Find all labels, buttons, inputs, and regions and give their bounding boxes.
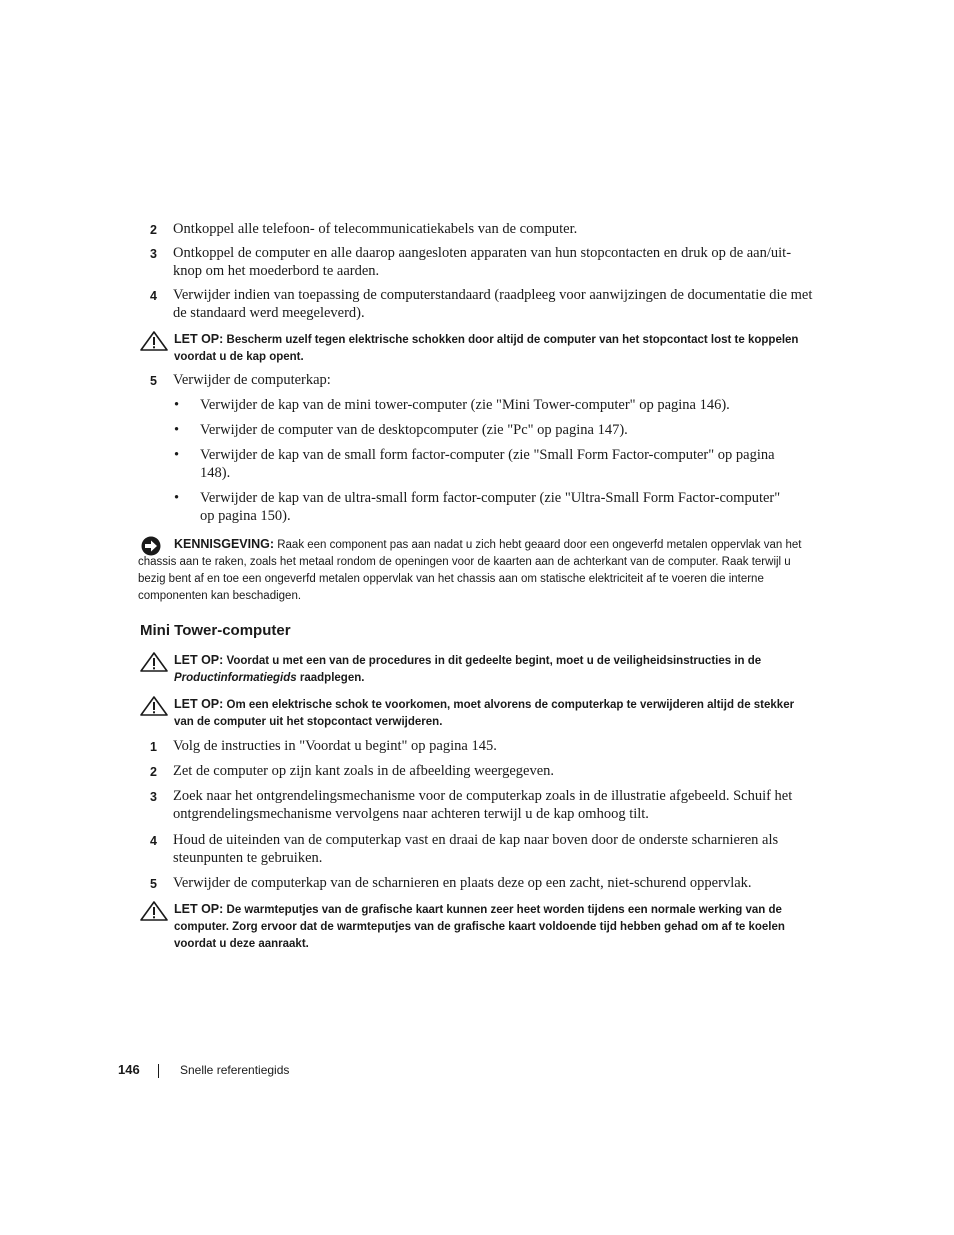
bullet-text: Verwijder de kap van de small form factor-computer (zie "Small Form Factor-computer" op pagina 148).	[200, 447, 775, 481]
caution-text-after: raadplegen.	[299, 672, 365, 684]
step-number: 1	[150, 740, 157, 754]
bullet-text: Verwijder de kap van de ultra-small form factor-computer (zie "Ultra-Small Form Factor-computer" op pagina 150).	[200, 490, 781, 524]
bullet-dot: •	[174, 447, 180, 463]
step-1	[150, 737, 815, 755]
step-number: 4	[150, 834, 157, 848]
step-text: Zoek naar het ontgrendelingsmechanisme voor de computerkap zoals in de illustratie afgebeeld. Schuif het ontgrendelingsmechanisme vervolgens naar achteren terwijl u de kap omhoog tilt.	[173, 788, 793, 822]
step-number: 2	[150, 765, 157, 779]
step-2	[150, 762, 815, 780]
notice-body	[138, 536, 814, 605]
warning-triangle-icon	[140, 331, 168, 357]
warning-triangle-icon	[140, 696, 168, 722]
notice-arrow-icon	[140, 536, 162, 562]
step-4	[150, 831, 815, 867]
caution-note	[138, 331, 814, 366]
bullet-item	[174, 396, 794, 414]
bullet-dot: •	[174, 422, 180, 438]
notice-label: KENNISGEVING:	[174, 537, 275, 551]
warning-triangle-icon	[140, 901, 168, 927]
bullet-dot: •	[174, 490, 180, 506]
step-text: Verwijder indien van toepassing de computerstandaard (raadpleeg voor aanwijzingen de documentatie die met de standaard werd meegeleverd).	[173, 287, 813, 321]
bullet-dot: •	[174, 397, 180, 413]
step-text: Verwijder de computerkap van de scharnieren en plaats deze op een zacht, niet-schurend oppervlak.	[173, 875, 752, 891]
step-number: 3	[150, 790, 157, 804]
step-5	[150, 371, 815, 389]
notice-note	[138, 536, 814, 605]
warning-triangle-icon	[140, 652, 168, 678]
caution-body	[174, 331, 814, 366]
step-number: 2	[150, 223, 157, 237]
step-text: Ontkoppel alle telefoon- of telecommunicatiekabels van de computer.	[173, 221, 578, 237]
caution-text: Om een elektrische schok te voorkomen, moet alvorens de computerkap te verwijderen altijd de stekker van de computer uit het stopcontact verwijderen.	[174, 699, 795, 728]
step-number: 5	[150, 877, 157, 891]
step-text: Volg de instructies in "Voordat u begint" op pagina 145.	[173, 738, 497, 754]
notice-text: Raak een component pas aan nadat u zich hebt geaard door een ongeverfd metalen oppervlak van het chassis aan te raken, zoals het metaal rondom de openingen voor de kaarten aan de achterkant van de computer. Raak terwijl u bezig bent af en toe een ongeverfd metalen oppervlak van het chassis aan om statische elektriciteit af te voeren die interne componenten kan beschadigen.	[138, 539, 802, 602]
caution-text: Voordat u met een van de procedures in dit gedeelte begint, moet u de veiligheidsinstructies in de	[226, 655, 762, 667]
step-text: Houd de uiteinden van de computerkap vast en draai de kap naar boven door de onderste scharnieren als steunpunten te gebruiken.	[173, 832, 779, 866]
caution-label: LET OP:	[174, 332, 224, 346]
bullet-item	[174, 446, 794, 482]
page-number: 146	[118, 1062, 140, 1077]
step-5	[150, 874, 815, 892]
step-text: Zet de computer op zijn kant zoals in de afbeelding weergegeven.	[173, 763, 555, 779]
caution-note	[138, 696, 814, 731]
caution-note	[138, 901, 814, 953]
caution-italic-title: Productinformatiegids	[174, 672, 297, 684]
bullet-text: Verwijder de kap van de mini tower-computer (zie "Mini Tower-computer" op pagina 146).	[200, 397, 730, 413]
caution-text: De warmteputjes van de grafische kaart kunnen zeer heet worden tijdens een normale werking van de computer. Zorg ervoor dat de warmteputjes van de grafische kaart voldoende tijd hebben gehad om af te koelen voordat u deze aanraakt.	[174, 904, 785, 950]
footer-divider	[158, 1064, 159, 1078]
caution-label: LET OP:	[174, 697, 224, 711]
caution-body	[174, 652, 814, 687]
caution-label: LET OP:	[174, 902, 224, 916]
bullet-item	[174, 421, 794, 439]
step-4	[150, 286, 815, 322]
step-number: 3	[150, 247, 157, 261]
caution-label: LET OP:	[174, 653, 224, 667]
step-number: 4	[150, 289, 157, 303]
bullet-item	[174, 489, 794, 525]
step-3	[150, 244, 815, 280]
step-text: Verwijder de computerkap:	[173, 372, 331, 388]
step-2	[150, 220, 815, 238]
caution-body	[174, 901, 814, 953]
caution-text: Bescherm uzelf tegen elektrische schokken door altijd de computer van het stopcontact lost te koppelen voordat u de kap opent.	[174, 334, 799, 363]
section-heading: Mini Tower-computer	[140, 622, 291, 639]
caution-note	[138, 652, 814, 687]
footer-title: Snelle referentiegids	[180, 1063, 290, 1077]
step-text: Ontkoppel de computer en alle daarop aangesloten apparaten van hun stopcontacten en druk op de aan/uit-knop om het moederbord te aarden.	[173, 245, 792, 279]
step-3	[150, 787, 815, 823]
step-number: 5	[150, 374, 157, 388]
caution-body	[174, 696, 814, 731]
bullet-text: Verwijder de computer van de desktopcomputer (zie "Pc" op pagina 147).	[200, 422, 628, 438]
